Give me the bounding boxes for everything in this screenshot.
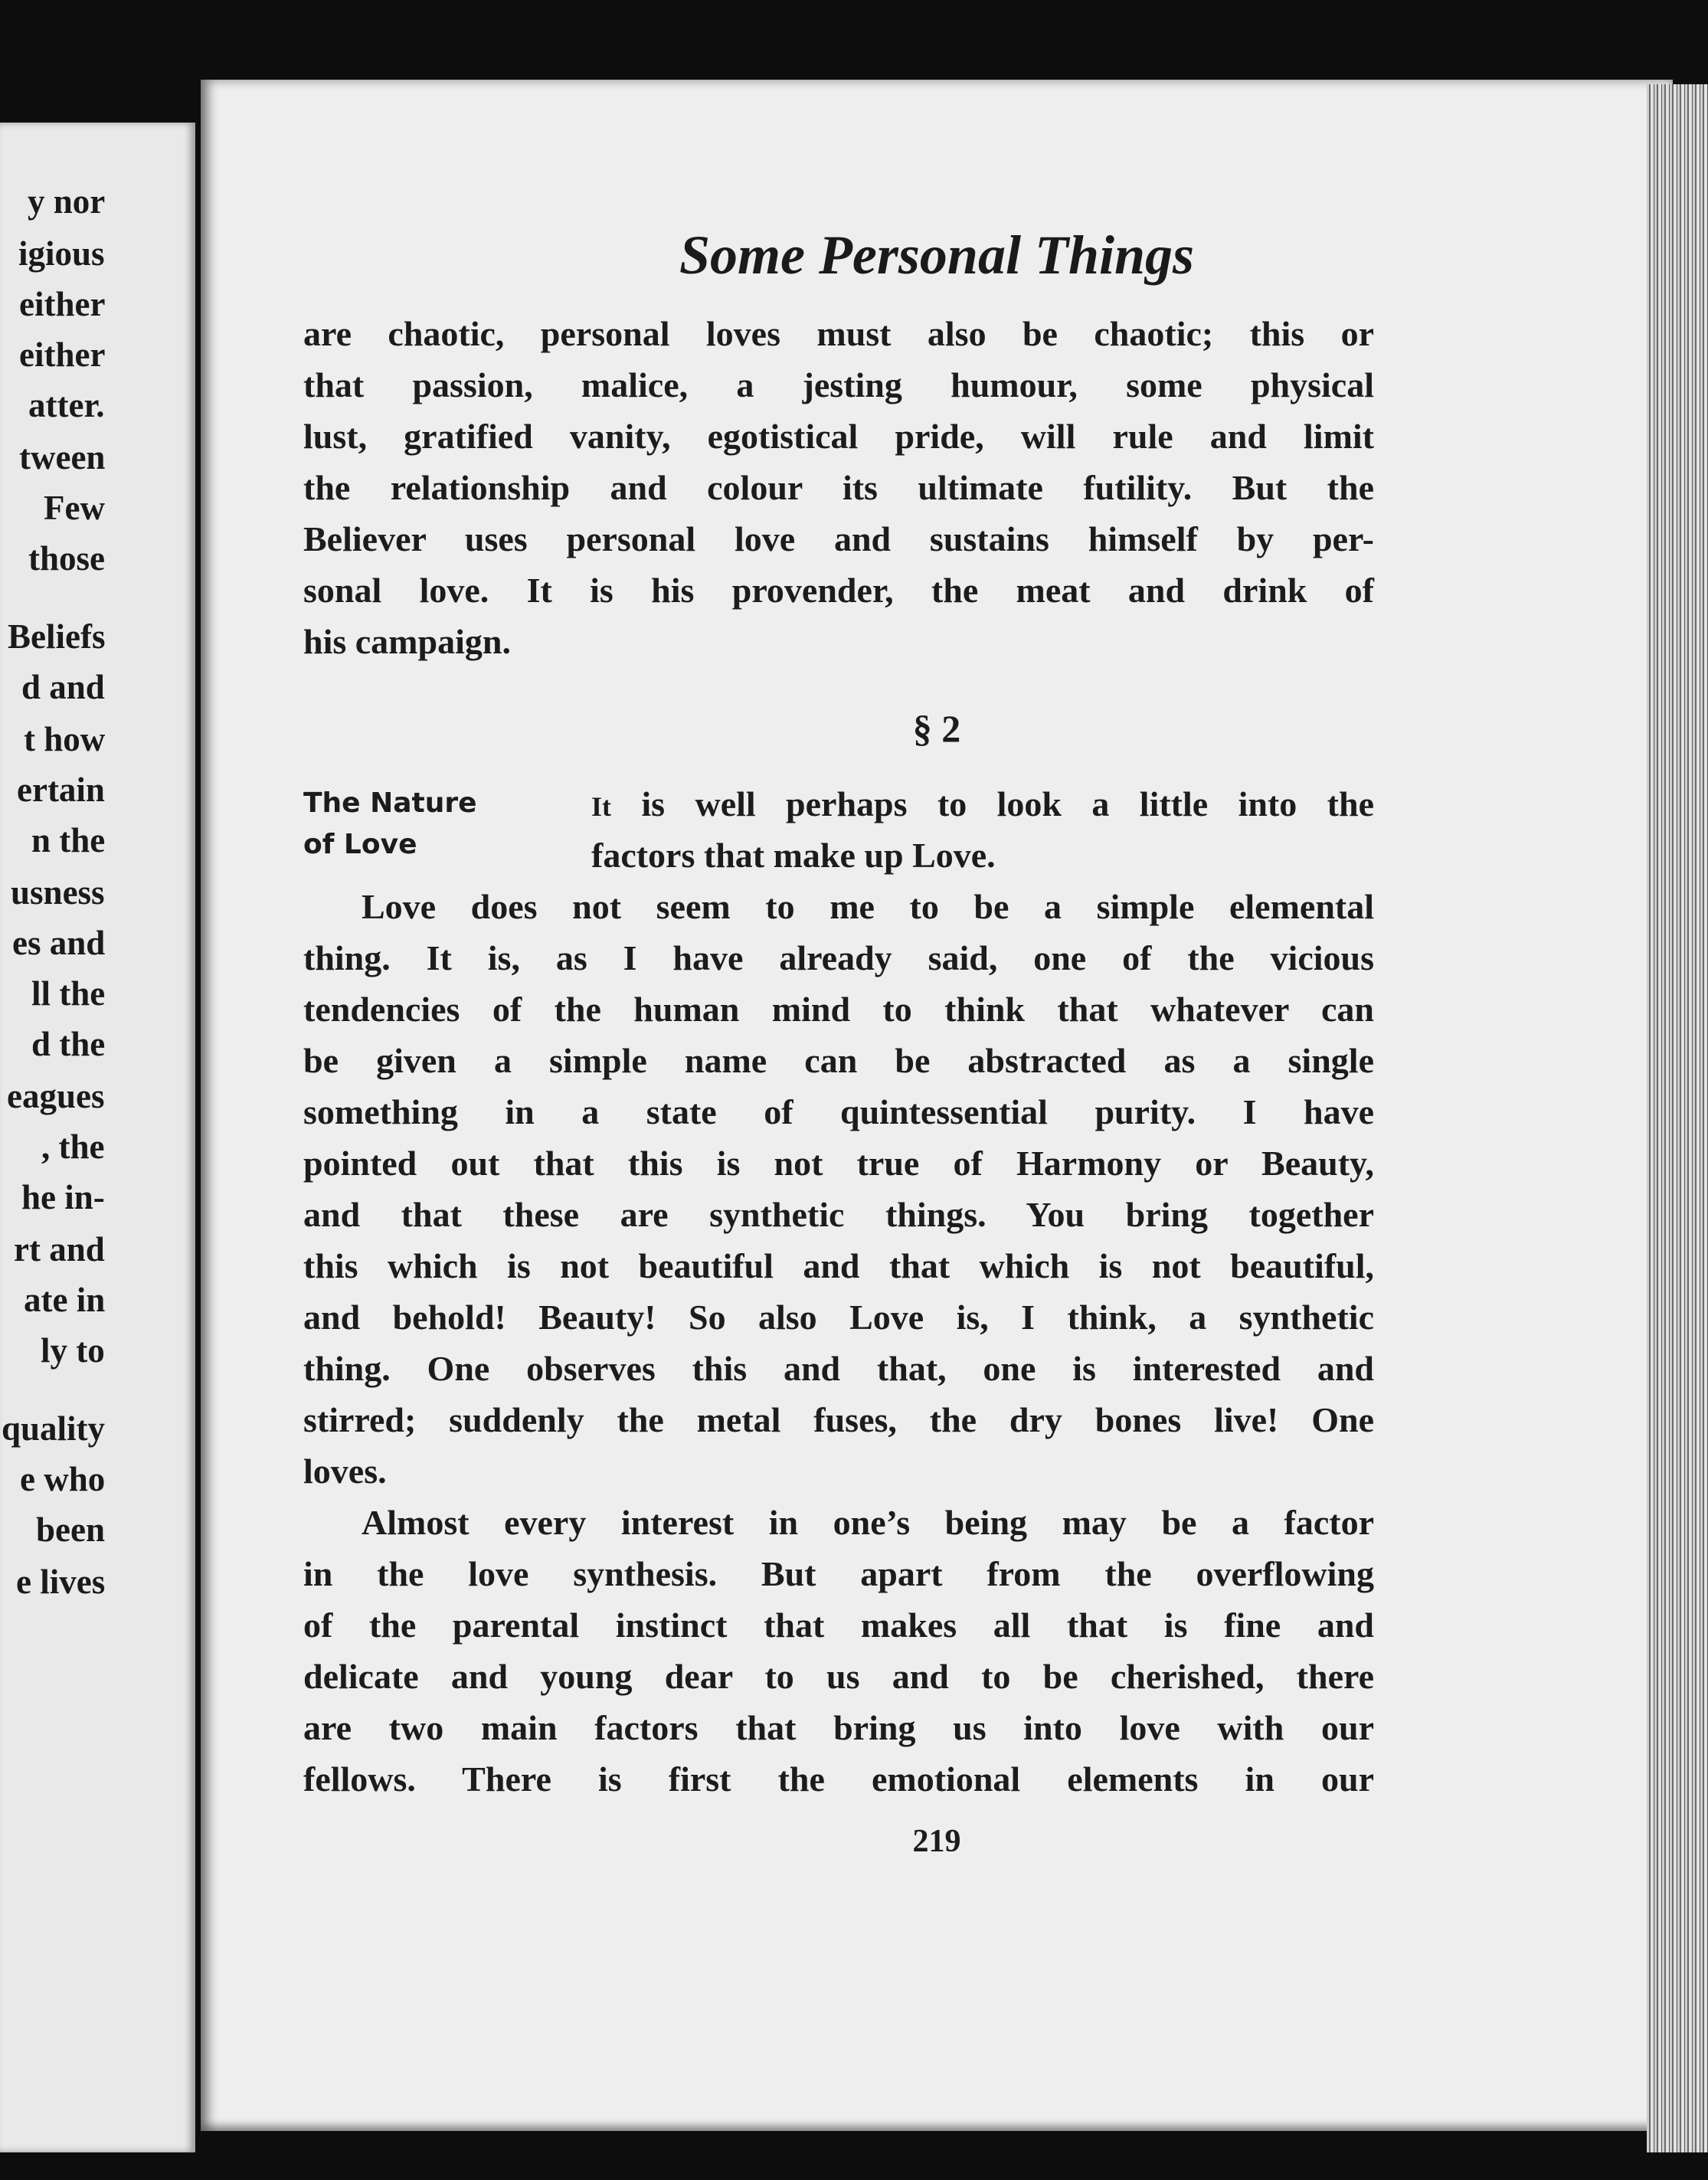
- facing-page-fragment: y nor: [28, 182, 106, 221]
- facing-page-fragment: usness: [11, 873, 105, 912]
- text-line: something in a state of quintessential purity. I have: [303, 1092, 1374, 1131]
- text-line: Love does not seem to me to be a simple elemental: [362, 887, 1374, 926]
- facing-page-fragment: those: [28, 539, 105, 578]
- facing-page-fragment: , the: [41, 1128, 105, 1166]
- facing-page-fragment: tween: [19, 438, 106, 476]
- text-line: stirred; suddenly the metal fuses, the dry bones live! One: [303, 1400, 1374, 1439]
- text-line: this which is not beautiful and that which is not beautiful,: [303, 1246, 1374, 1285]
- text-line: factors that make up Love.: [591, 836, 996, 875]
- facing-page-fragment: either: [19, 285, 106, 323]
- facing-page-fragment: igious: [18, 234, 105, 273]
- text-line: that passion, malice, a jesting humour, some physical: [303, 365, 1374, 404]
- page-number: 219: [912, 1824, 961, 1859]
- facing-page-fragment: es and: [12, 924, 106, 962]
- text-line: thing. One observes this and that, one is interested and: [303, 1349, 1374, 1388]
- text-line: be given a simple name can be abstracted as a single: [303, 1041, 1374, 1080]
- facing-page-fragment: n the: [31, 821, 106, 859]
- text-line: fellows. There is first the emotional elements in our: [303, 1759, 1374, 1799]
- facing-page-fragment: he in-: [21, 1178, 105, 1216]
- section-opening: [591, 778, 1374, 881]
- facing-page-fragment: quality: [2, 1409, 106, 1448]
- side-note-line: of Love: [303, 829, 417, 860]
- facing-page: [0, 123, 195, 2152]
- text-line: thing. It is, as I have already said, one of the vicious: [303, 938, 1374, 977]
- small-caps-word: It: [591, 791, 611, 822]
- text-fragment: is well perhaps to look a little into the: [611, 784, 1374, 823]
- facing-page-fragment: ertain: [17, 771, 105, 809]
- facing-page-fragment: e who: [20, 1460, 106, 1498]
- facing-page-fragment: ll the: [31, 974, 106, 1013]
- paragraph: [303, 1497, 1374, 1805]
- text-line: tendencies of the human mind to think that whatever can: [303, 990, 1374, 1029]
- facing-page-fragment: ly to: [41, 1331, 105, 1370]
- facing-page-fragment: d and: [21, 668, 105, 706]
- side-note: [303, 783, 533, 866]
- facing-page-fragment: eagues: [7, 1077, 105, 1115]
- text-line: are two main factors that bring us into love with our: [303, 1708, 1374, 1747]
- text-line: the relationship and colour its ultimate futility. But the: [303, 468, 1374, 507]
- text-line: [591, 778, 1374, 830]
- text-line: Believer uses personal love and sustains himself by per-: [303, 519, 1374, 558]
- facing-page-fragment: atter.: [28, 386, 105, 424]
- facing-page-fragment: d the: [31, 1025, 106, 1063]
- facing-page-fragment: been: [36, 1511, 105, 1549]
- paragraph: [303, 881, 1374, 1497]
- section-heading: § 2: [912, 707, 961, 750]
- facing-page-fragment: ate in: [24, 1281, 106, 1319]
- running-head: Some Personal Things: [679, 224, 1195, 286]
- text-line: lust, gratified vanity, egotistical pride, will rule and limit: [303, 417, 1374, 456]
- text-line: in the love synthesis. But apart from the overflowing: [303, 1554, 1374, 1593]
- text-line: are chaotic, personal loves must also be chaotic; this or: [303, 314, 1374, 353]
- text-line: sonal love. It is his provender, the meat and drink of: [303, 571, 1374, 610]
- text-line: delicate and young dear to us and to be cherished, there: [303, 1657, 1374, 1696]
- facing-page-fragment: t how: [24, 720, 106, 758]
- facing-page-fragment: rt and: [14, 1230, 105, 1268]
- facing-page-fragment: Few: [44, 489, 105, 527]
- text-line: and that these are synthetic things. You bring together: [303, 1195, 1374, 1234]
- side-note-line: The Nature: [303, 787, 477, 819]
- facing-page-fragment: Beliefs: [8, 617, 106, 656]
- text-line: loves.: [303, 1452, 387, 1491]
- text-line: and behold! Beauty! So also Love is, I think, a synthetic: [303, 1298, 1374, 1337]
- facing-page-fragment: either: [19, 336, 106, 374]
- text-line: Almost every interest in one’s being may be a factor: [362, 1503, 1374, 1542]
- text-line: pointed out that this is not true of Harmony or Beauty,: [303, 1144, 1374, 1183]
- facing-page-fragment: e lives: [16, 1563, 106, 1601]
- text-line: of the parental instinct that makes all that is fine and: [303, 1606, 1374, 1645]
- text-line: his campaign.: [303, 622, 511, 661]
- paragraph-continued: [303, 308, 1374, 667]
